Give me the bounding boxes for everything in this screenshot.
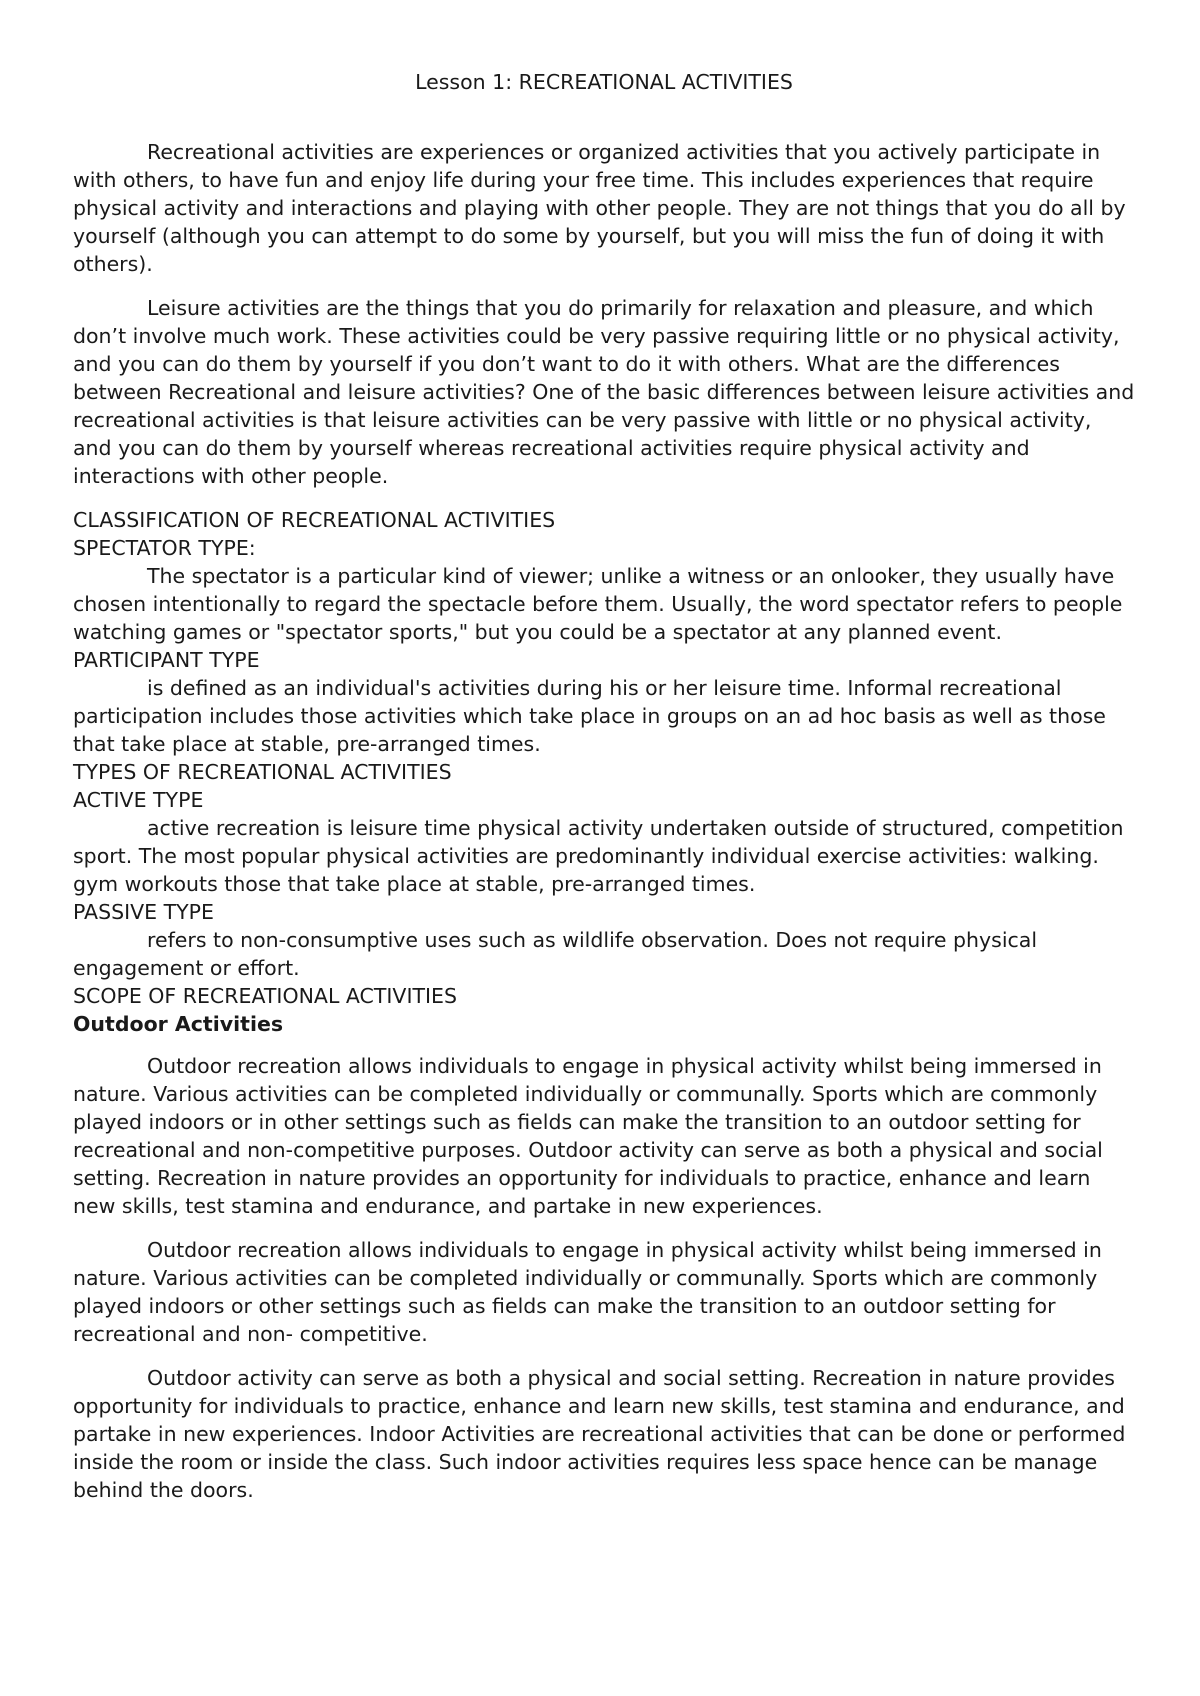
intro-paragraph-leisure: Leisure activities are the things that you do primarily for relaxation and pleasure, and which don’t involve much work. These activities could be very passive requiring little or no physical activity, and you can do them by yourself if you don’t want to do it with others. What are the differences between Recreational and leisure activities? One of the basic differences between leisure activities and recreational activities is that leisure activities can be very passive with little or no physical activity, and you can do them by yourself whereas recreational activities require physical activity and interactions with other people. [73,296,1135,488]
active-heading: ACTIVE TYPE [73,788,204,812]
participant-text: is defined as an individual's activities during his or her leisure time. Informal recreational participation includes those activities which take place in groups on an ad hoc basis as well as those that take place at stable, pre-arranged times. [73,676,1106,756]
passive-text: refers to non-consumptive uses such as wildlife observation. Does not require physical engagement or effort. [73,928,1038,980]
outdoor-activities-heading: Outdoor Activities [73,1012,284,1036]
scope-heading: SCOPE OF RECREATIONAL ACTIVITIES [73,984,458,1008]
spectator-text: The spectator is a particular kind of viewer; unlike a witness or an onlooker, they usually have chosen intentionally to regard the spectacle before them. Usually, the word spectator refers to people watching games or "spectator sports," but you could be a spectator at any planned event. [73,564,1123,644]
types-heading: TYPES OF RECREATIONAL ACTIVITIES [73,760,452,784]
document-body [73,68,1135,1504]
outdoor-paragraph-2: Outdoor recreation allows individuals to engage in physical activity whilst being immersed in nature. Various activities can be completed individually or communally. Sports which are commonly played indoors or other settings such as fields can make the transition to an outdoor setting for recreational and non- competitive. [73,1238,1102,1346]
page-title: Lesson 1: RECREATIONAL ACTIVITIES [415,70,793,94]
passive-heading: PASSIVE TYPE [73,900,214,924]
outdoor-paragraph-1: Outdoor recreation allows individuals to engage in physical activity whilst being immersed in nature. Various activities can be completed individually or communally. Sports which are commonly played indoors or in other settings such as fields can make the transition to an outdoor setting for recreational and non-competitive purposes. Outdoor activity can serve as both a physical and social setting. Recreation in nature provides an opportunity for individuals to practice, enhance and learn new skills, test stamina and endurance, and partake in new experiences. [73,1054,1103,1218]
classification-heading: CLASSIFICATION OF RECREATIONAL ACTIVITIES [73,508,556,532]
participant-heading: PARTICIPANT TYPE [73,648,260,672]
active-text: active recreation is leisure time physical activity undertaken outside of structured, competition sport. The most popular physical activities are predominantly individual exercise activities: walking. gym workouts those that take place at stable, pre-arranged times. [73,816,1124,896]
intro-paragraph-recreational: Recreational activities are experiences or organized activities that you actively participate in with others, to have fun and enjoy life during your free time. This includes experiences that require physical activity and interactions and playing with other people. They are not things that you do all by yourself (although you can attempt to do some by yourself, but you will miss the fun of doing it with others). [73,140,1126,276]
outdoor-paragraph-3: Outdoor activity can serve as both a physical and social setting. Recreation in nature provides opportunity for individuals to practice, enhance and learn new skills, test stamina and endurance, and partake in new experiences. Indoor Activities are recreational activities that can be done or performed inside the room or inside the class. Such indoor activities requires less space hence can be manage behind the doors. [73,1366,1126,1502]
spectator-heading: SPECTATOR TYPE: [73,536,256,560]
